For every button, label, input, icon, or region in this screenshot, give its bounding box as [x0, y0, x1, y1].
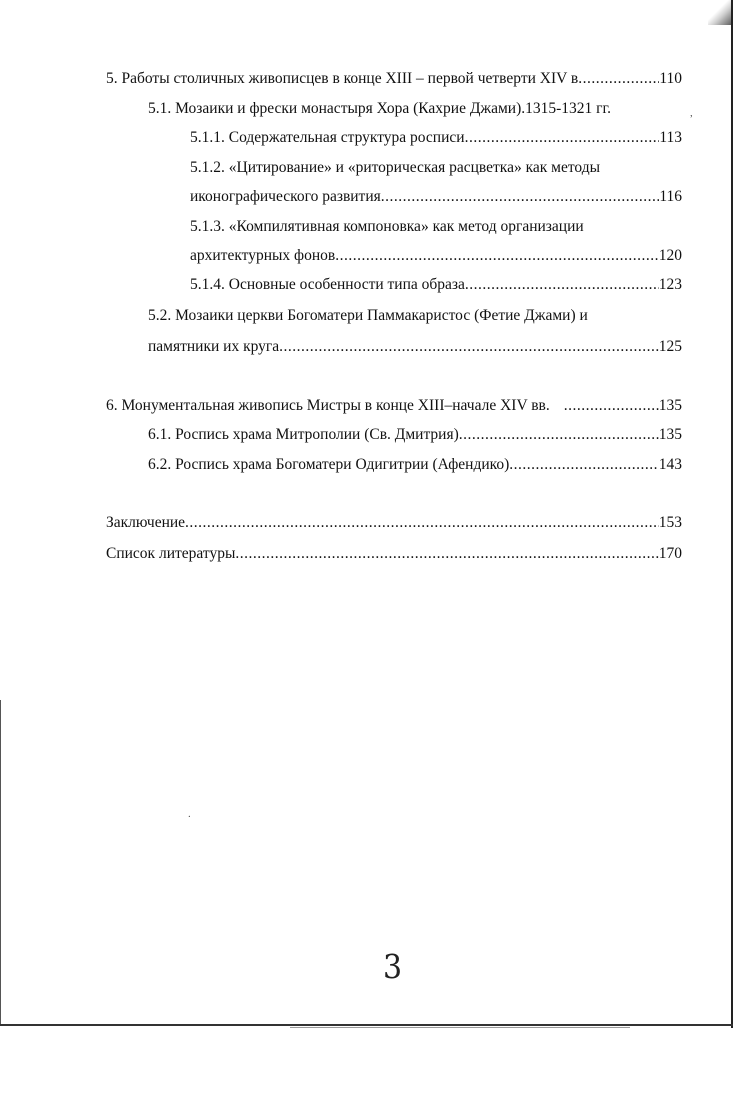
- leader-dots: [578, 69, 659, 89]
- scan-corner-shadow: [708, 0, 733, 25]
- toc-entry-5-2-line2: памятники их круга ..... 125: [148, 337, 682, 357]
- toc-entry-bibliography: Список литературы ..... 170: [106, 544, 682, 564]
- toc-entry-5-1-3-line1: 5.1.3. «Компилятивная компоновка» как метод организации: [190, 218, 584, 235]
- leader-dots: [564, 396, 659, 416]
- toc-entry-5-1: 5.1. Мозаики и фрески монастыря Хора (Кахрие Джами).1315-1321 гг.: [148, 100, 612, 117]
- toc-entry-5-1-1: 5.1.1. Содержательная структура росписи ..... 113: [190, 128, 682, 148]
- leader-dots: [509, 455, 658, 475]
- toc-entry-5: 5. Работы столичных живописцев в конце XIII – первой четверти XIV в ..... 110: [106, 69, 682, 89]
- leader-dots: [279, 337, 659, 357]
- toc-entry-5-1-4: 5.1.4. Основные особенности типа образа ..... 123: [190, 275, 682, 295]
- stray-mark-dot: .: [188, 808, 191, 820]
- toc-entry-5-2-line1: 5.2. Мозаики церкви Богоматери Паммакаристос (Фетие Джами) и: [148, 307, 588, 324]
- leader-dots: [235, 544, 658, 564]
- toc-entry-5-1-2-line1: 5.1.2. «Цитирование» и «риторическая расцветка» как методы: [190, 159, 601, 176]
- stray-mark-comma: ,: [690, 107, 693, 119]
- toc-entry-conclusion: Заключение ..... 153: [106, 513, 682, 533]
- scan-edge-bottom: [0, 1024, 733, 1026]
- toc-entry-6-2: 6.2. Роспись храма Богоматери Одигитрии (Афендико) ..... 143: [148, 455, 682, 475]
- toc-entry-6: 6. Монументальная живопись Мистры в конце XIII–начале XIV вв. ..... 135: [106, 396, 682, 416]
- toc-entry-5-1-3-line2: архитектурных фонов ..... 120: [190, 246, 682, 266]
- scan-edge-left: [0, 700, 1, 1025]
- leader-dots: [465, 275, 659, 295]
- leader-dots: [459, 425, 659, 445]
- leader-dots: [381, 187, 660, 207]
- leader-dots: [465, 128, 660, 148]
- toc-entry-6-1: 6.1. Роспись храма Митрополии (Св. Дмитрия) ..... 135: [148, 425, 682, 445]
- toc-entry-5-1-2-line2: иконографического развития ..... 116: [190, 187, 682, 207]
- scan-edge-bottom-faint: [290, 1027, 630, 1028]
- leader-dots: [335, 246, 659, 266]
- leader-dots: [185, 513, 659, 533]
- page-number: 3: [383, 948, 403, 987]
